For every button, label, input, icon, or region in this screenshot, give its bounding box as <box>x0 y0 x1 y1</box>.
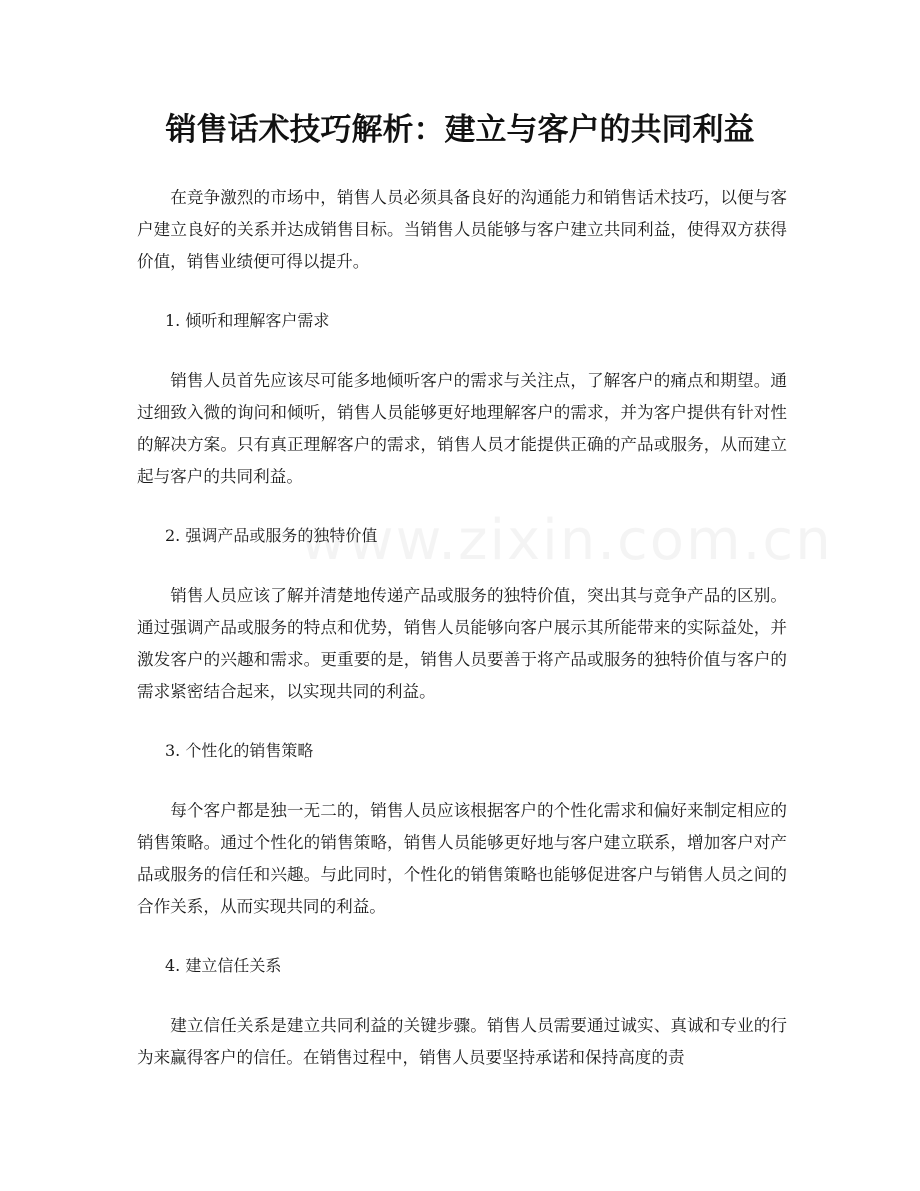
document-body <box>137 182 787 1102</box>
section-paragraph-2: 销售人员应该了解并清楚地传递产品或服务的独特价值，突出其与竞争产品的区别。通过强调产品或服务的特点和优势，销售人员能够向客户展示其所能带来的实际益处，并激发客户的兴趣和需求。更重要的是，销售人员要善于将产品或服务的独特价值与客户的需求紧密结合起来，以实现共同的利益。 <box>137 586 787 701</box>
section-paragraph-1: 销售人员首先应该尽可能多地倾听客户的需求与关注点，了解客户的痛点和期望。通过细致入微的询问和倾听，销售人员能够更好地理解客户的需求，并为客户提供有针对性的解决方案。只有真正理解客户的需求，销售人员才能提供正确的产品或服务，从而建立起与客户的共同利益。 <box>137 371 787 486</box>
section-heading-2: 2. 强调产品或服务的独特价值 <box>165 526 378 546</box>
section-paragraph-4: 建立信任关系是建立共同利益的关键步骤。销售人员需要通过诚实、真诚和专业的行为来赢得客户的信任。在销售过程中，销售人员要坚持承诺和保持高度的责 <box>137 1016 787 1067</box>
section-heading-4: 4. 建立信任关系 <box>165 956 282 976</box>
intro-paragraph: 在竞争激烈的市场中，销售人员必须具备良好的沟通能力和销售话术技巧，以便与客户建立良好的关系并达成销售目标。当销售人员能够与客户建立共同利益，使得双方获得价值，销售业绩便可得以提升。 <box>137 188 787 271</box>
section-heading-1: 1. 倾听和理解客户需求 <box>165 311 330 331</box>
page-title: 销售话术技巧解析：建立与客户的共同利益 <box>165 112 755 148</box>
section-heading-3: 3. 个性化的销售策略 <box>165 741 314 761</box>
section-paragraph-3: 每个客户都是独一无二的，销售人员应该根据客户的个性化需求和偏好来制定相应的销售策略。通过个性化的销售策略，销售人员能够更好地与客户建立联系，增加客户对产品或服务的信任和兴趣。与此同时，个性化的销售策略也能够促进客户与销售人员之间的合作关系，从而实现共同的利益。 <box>137 801 787 916</box>
